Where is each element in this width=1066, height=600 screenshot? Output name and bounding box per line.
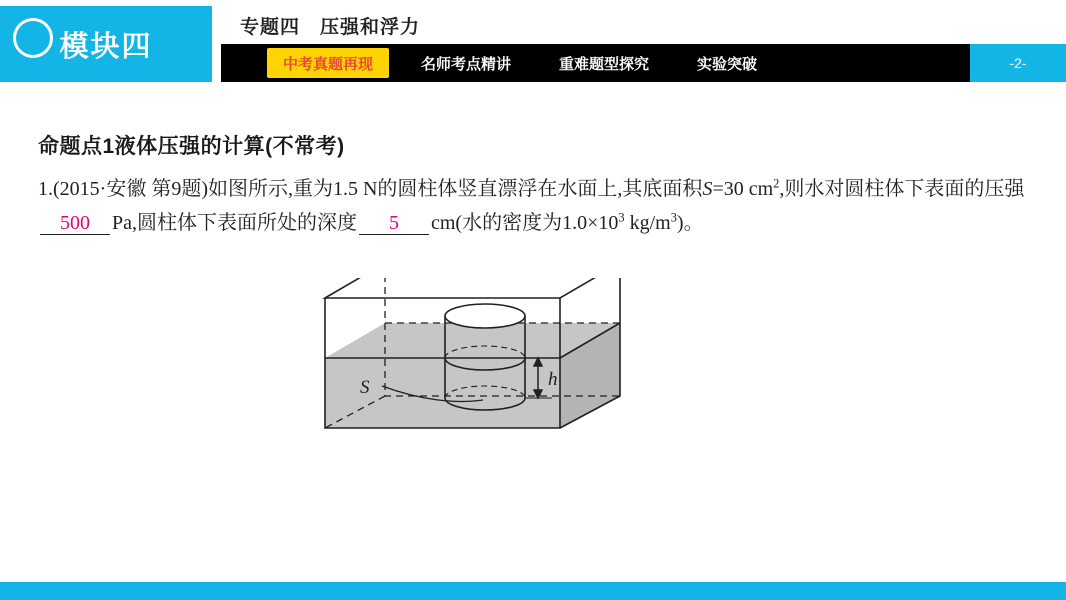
page-number: -2- [970,44,1066,82]
tank-figure-svg [320,278,650,463]
main-content [38,130,1038,241]
question-part4: Pa,圆柱体下表面所处的深度 [112,212,357,235]
question-part1: 如图所示,重为1.5 N的圆柱体竖直漂浮在水面上,其底面积 [207,178,703,200]
question-source: (2015·安徽 第9题) [53,178,208,200]
question-number: 1. [38,178,53,200]
question-text [38,172,1028,241]
answer-blank-depth[interactable]: 5 [359,212,429,235]
label-h: h [548,369,558,390]
slide-header [0,0,1066,88]
superscript-2: 2 [773,176,780,191]
tab-zhenti[interactable]: 中考真题再现 [267,48,389,78]
physics-diagram [320,278,650,463]
question-part3: ,则水对圆柱体下表面的压强 [779,178,1025,200]
module-badge [0,6,212,82]
question-part6: kg/m [624,212,671,235]
answer-blank-pressure[interactable]: 500 [40,212,110,235]
footer-bar [0,584,1066,600]
nav-bar [221,44,1066,82]
question-part7: )。 [676,212,704,235]
tab-shiyan[interactable]: 实验突破 [697,55,758,73]
nav-items-container [221,44,781,82]
tab-tixing[interactable]: 重难题型探究 [559,55,650,73]
superscript-3b: 3 [670,210,677,225]
water-region [325,323,620,428]
tab-kaodian[interactable]: 名师考点精讲 [421,55,512,73]
question-part5: cm(水的密度为1.0×10 [431,212,619,235]
module-badge-label: 模块四 [59,30,153,63]
question-part2: =30 cm [712,178,774,200]
superscript-3: 3 [618,210,625,225]
page-title: 专题四 压强和浮力 [240,17,421,38]
label-S: S [360,377,370,398]
symbol-S: S [702,178,713,200]
section-title: 命题点1液体压强的计算(不常考) [38,135,345,158]
circle-decoration-icon [13,18,53,58]
